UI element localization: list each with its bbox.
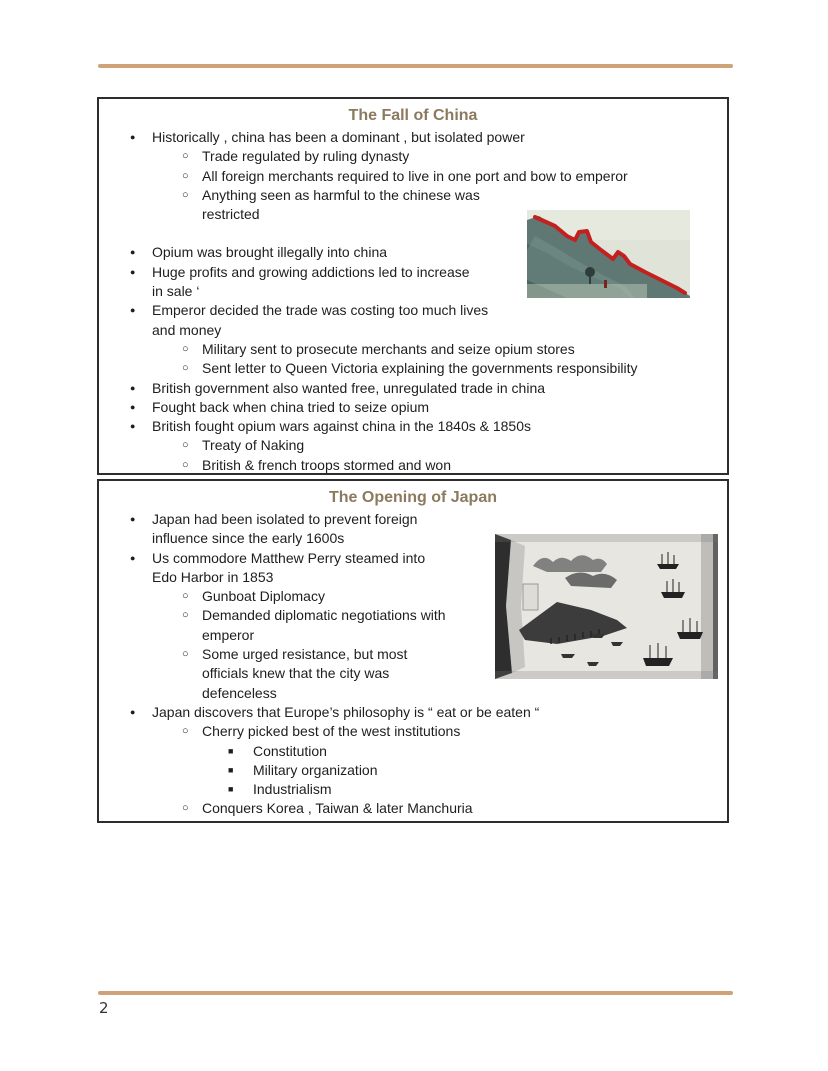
list-item: [99, 167, 727, 186]
item-text: Military sent to prosecute merchants and seize opium stores: [202, 340, 575, 357]
perry-edo-harbor-print-image: [495, 534, 718, 679]
bullet-circle-icon: ○: [182, 150, 189, 163]
item-text: British fought opium wars against china in the 1840s & 1850s: [152, 418, 532, 435]
list-item: [99, 379, 727, 398]
item-text: British & french troops stormed and won: [202, 456, 452, 473]
list-item: [99, 128, 727, 147]
section-title: The Fall of China: [348, 107, 478, 124]
item-text: Emperor decided the trade was costing too much lives and money: [152, 302, 489, 338]
list-item: [99, 301, 727, 340]
bullet-square-icon: ■: [228, 784, 234, 795]
bottom-divider-rule: [98, 991, 733, 995]
bullet-square-icon: ■: [228, 745, 234, 756]
list-item: [99, 780, 727, 799]
bullet-circle-icon: ○: [182, 362, 189, 375]
item-text: Cherry picked best of the west institutions: [202, 723, 461, 740]
bullet-disc-icon: ●: [130, 706, 136, 717]
item-text: Fought back when china tried to seize opium: [152, 398, 430, 415]
item-text: British government also wanted free, unregulated trade in china: [152, 379, 546, 396]
item-text: Sent letter to Queen Victoria explaining the governments responsibility: [202, 360, 638, 377]
page-number: 2: [99, 999, 109, 1017]
bullet-disc-icon: ●: [130, 401, 136, 412]
list-item: [99, 799, 727, 818]
item-text: Demanded diplomatic negotiations with emperor: [202, 607, 446, 643]
top-divider-rule: [98, 64, 733, 68]
bullet-circle-icon: ○: [182, 802, 189, 815]
item-text: Treaty of Naking: [202, 437, 305, 454]
bullet-disc-icon: ●: [130, 132, 136, 142]
bullet-disc-icon: ●: [130, 247, 136, 258]
section-title: The Opening of Japan: [328, 489, 497, 506]
item-text: Historically , china has been a dominant , but isolated power: [152, 129, 525, 145]
list-item: [99, 722, 727, 741]
bullet-circle-icon: ○: [182, 342, 189, 355]
list-item: [99, 703, 727, 722]
section-fall-of-china: [97, 97, 729, 475]
bullet-circle-icon: ○: [182, 188, 189, 201]
list-item: [99, 359, 727, 378]
bullet-circle-icon: ○: [182, 648, 189, 661]
list-item: [99, 398, 727, 417]
bullet-disc-icon: ●: [130, 552, 136, 563]
list-item: [99, 340, 727, 359]
list-item: [99, 761, 727, 780]
bullet-circle-icon: ○: [182, 458, 189, 471]
bullet-disc-icon: ●: [130, 305, 136, 316]
item-text: Trade regulated by ruling dynasty: [202, 148, 410, 165]
item-text: Huge profits and growing addictions led to increase in sale ‘: [152, 263, 470, 300]
item-text: Conquers Korea , Taiwan & later Manchuria: [202, 800, 473, 817]
bullet-disc-icon: ●: [130, 514, 136, 524]
bullet-disc-icon: ●: [130, 266, 136, 277]
section-opening-of-japan: [97, 479, 729, 823]
bullet-disc-icon: ●: [130, 421, 136, 432]
china-decline-painting-image: [527, 210, 690, 298]
item-text: Industrialism: [253, 781, 332, 798]
list-item: [99, 436, 727, 455]
item-text: Opium was brought illegally into china: [152, 244, 388, 261]
item-text: Gunboat Diplomacy: [202, 588, 325, 605]
item-text: Some urged resistance, but most officials knew that the city was defenceless: [202, 646, 408, 701]
item-text: Military organization: [253, 761, 378, 778]
item-text: Japan had been isolated to prevent foreign influence since the early 1600s: [152, 511, 418, 547]
list-item: [99, 147, 727, 166]
item-text: Anything seen as harmful to the chinese was restricted: [202, 186, 480, 223]
item-text: All foreign merchants required to live in one port and bow to emperor: [202, 167, 628, 184]
bullet-square-icon: ■: [228, 764, 234, 775]
list-item: [99, 742, 727, 761]
list-item: [99, 417, 727, 436]
bullet-circle-icon: ○: [182, 725, 189, 738]
bullet-circle-icon: ○: [182, 609, 189, 622]
item-text: Us commodore Matthew Perry steamed into Edo Harbor in 1853: [152, 549, 426, 585]
bullet-circle-icon: ○: [182, 169, 189, 182]
bullet-circle-icon: ○: [182, 590, 189, 603]
list-item: [99, 456, 727, 475]
bullet-disc-icon: ●: [130, 382, 136, 393]
item-text: Japan discovers that Europe’s philosophy is “ eat or be eaten “: [152, 703, 540, 720]
bullet-circle-icon: ○: [182, 439, 189, 452]
item-text: Constitution: [253, 742, 327, 759]
